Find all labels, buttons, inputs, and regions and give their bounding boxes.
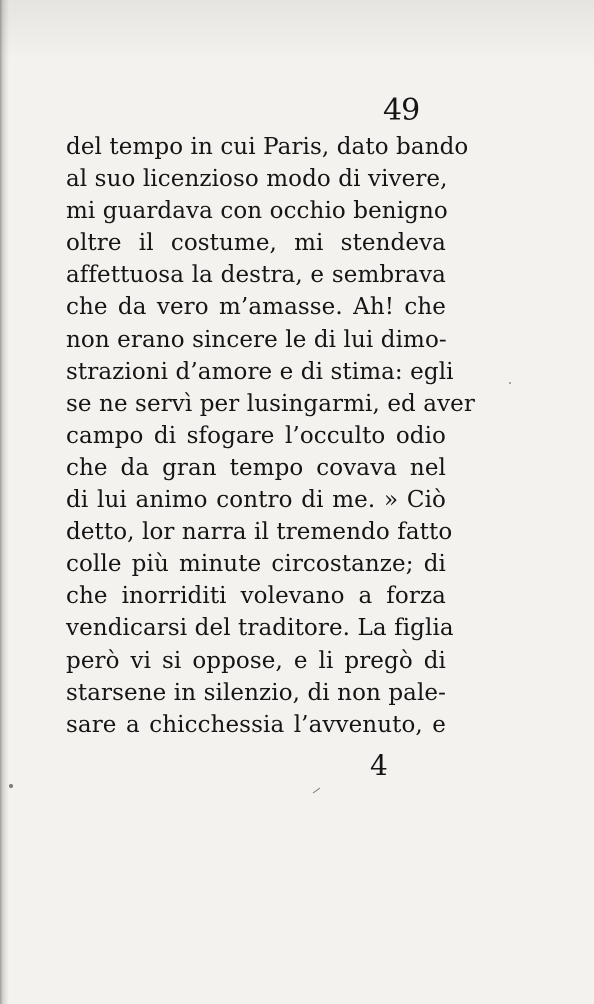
text-line: sare a chicchessia l’avvenuto, e [66,711,446,738]
text-line: vendicarsi del traditore. La figlia [66,615,454,642]
text-line: strazioni d’amore e di stima: egli [66,358,454,385]
text-line: che da vero m’amasse. Ah! che [66,294,446,321]
text-line: che inorriditi volevano a forza [66,583,446,610]
text-line: però vi si oppose, e li pregò di [66,647,446,674]
signature-mark: 4 [370,749,388,782]
text-line: non erano sincere le di lui dimo- [66,326,447,353]
text-line: detto, lor narra il tremendo fatto [66,519,453,546]
page-text [66,131,475,741]
speck [509,382,511,384]
text-line: del tempo in cui Paris, dato bando [66,134,469,160]
text-line: di lui animo contro di me. » Ciò [66,487,446,514]
text-line: se ne servì per lusingarmi, ed aver [66,390,475,417]
text-line: al suo licenzioso modo di vivere, [66,166,448,193]
speck [9,784,13,788]
text-line: campo di sfogare l’occulto odio [66,422,446,449]
text-line: affettuosa la destra, e sembrava [66,262,446,289]
text-line: mi guardava con occhio benigno [66,198,448,225]
speck [313,788,320,793]
page-number: 49 [383,93,420,128]
text-line: oltre il costume, mi stendeva [66,230,446,257]
text-line: colle più minute circostanze; di [66,551,446,578]
text-line: starsene in silenzio, di non pale- [66,679,447,706]
text-line: che da gran tempo covava nel [66,454,446,481]
